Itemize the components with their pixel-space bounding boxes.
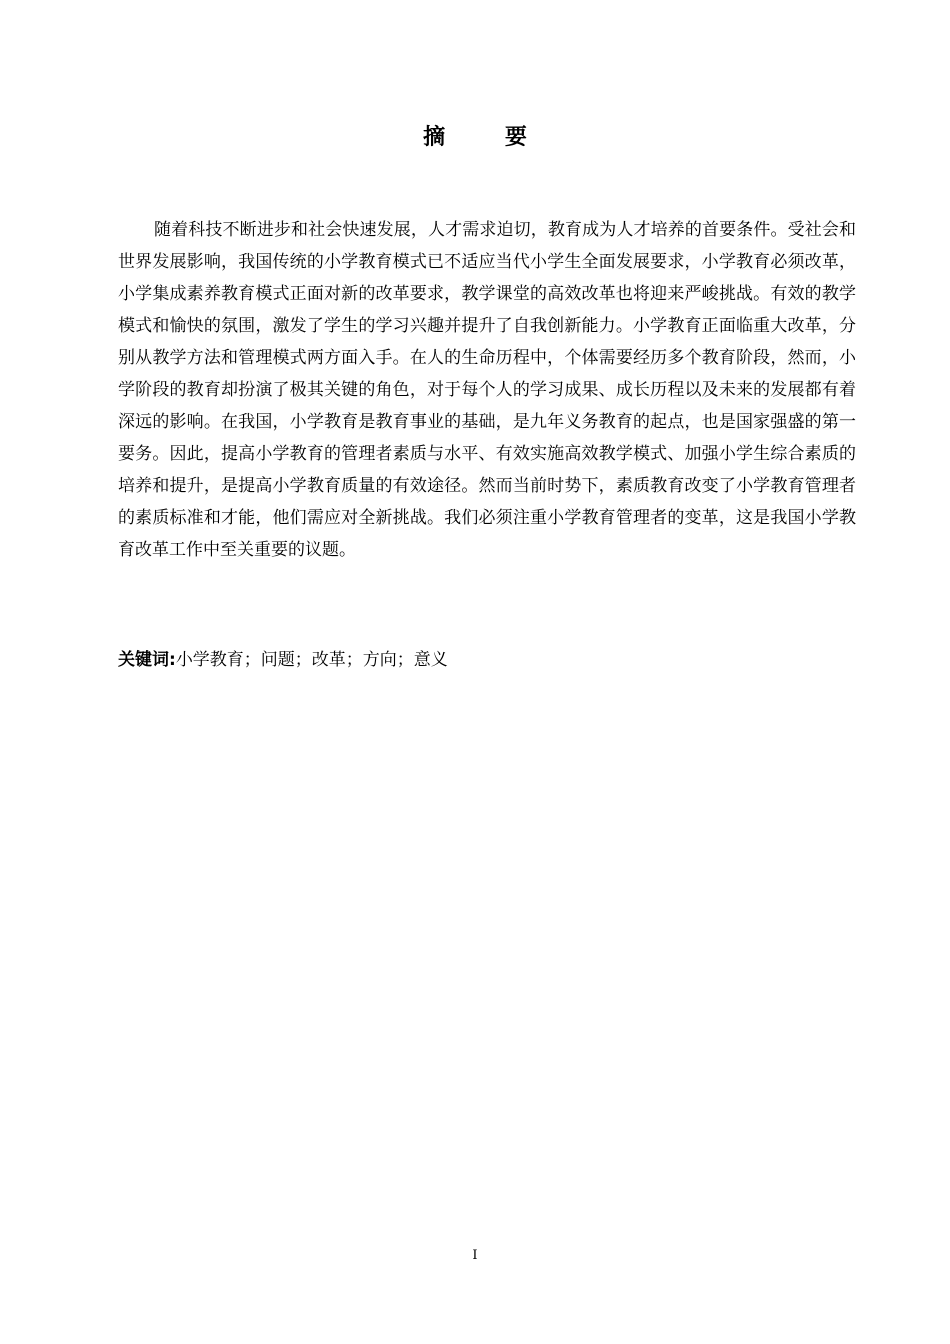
abstract-title: 摘 要: [423, 125, 553, 150]
abstract-body-paragraph: 随着科技不断进步和社会快速发展，人才需求迫切，教育成为人才培养的首要条件。受社会和世界发展影响，我国传统的小学教育模式已不适应当代小学生全面发展要求，小学教育必须改革，小学集成素养教育模式正面对新的改革要求，教学课堂的高效改革也将迎来严峻挑战。有效的教学模式和愉快的氛围，激发了学生的学习兴趣并提升了自我创新能力。小学教育正面临重大改革，分别从教学方法和管理模式两方面入手。在人的生命历程中，个体需要经历多个教育阶段，然而，小学阶段的教育却扮演了极其关键的角色，对于每个人的学习成果、成长历程以及未来的发展都有着深远的影响。在我国，小学教育是教育事业的基础，是九年义务教育的起点，也是国家强盛的第一要务。因此，提高小学教育的管理者素质与水平、有效实施高效教学模式、加强小学生综合素质的培养和提升，是提高小学教育质量的有效途径。然而当前时势下，素质教育改变了小学教育管理者的素质标准和才能，他们需应对全新挑战。我们必须注重小学教育管理者的变革，这是我国小学教育改革工作中至关重要的议题。: [118, 220, 856, 560]
keywords-value: 小学教育；问题；改革；方向；意义: [175, 650, 448, 670]
keywords-line: [118, 644, 856, 676]
keywords-label: 关键词:: [118, 650, 176, 670]
page-number: I: [472, 1248, 478, 1263]
